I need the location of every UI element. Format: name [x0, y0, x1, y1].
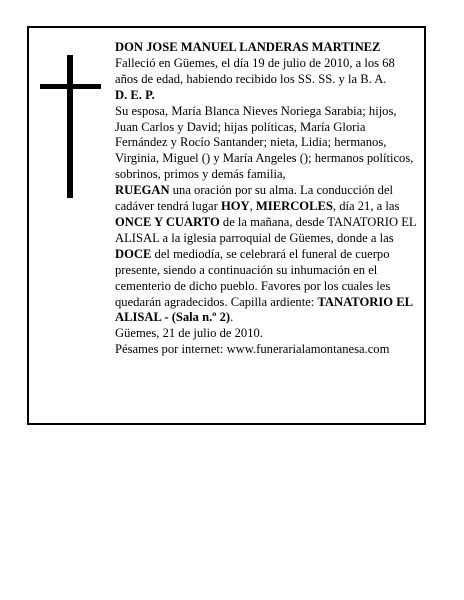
prayer-text: una oración por su alma. La conducción del cadáver tendrá lugar	[115, 183, 394, 214]
time-text: ONCE Y CUARTO	[115, 214, 220, 229]
date-text: , día 21, a las	[332, 199, 400, 214]
period-text: .	[230, 310, 234, 325]
hoy-text: HOY	[220, 199, 250, 214]
service-paragraph	[115, 183, 419, 326]
comma-text: ,	[249, 199, 256, 214]
morning-text: de la mañana, desde TANATORIO EL ALISAL a la iglesia parroquial de Güemes, donde a las	[115, 214, 417, 245]
place-date: Güemes, 21 de julio de 2010.	[115, 326, 263, 341]
doce-text: DOCE	[115, 246, 152, 261]
funeral-text: del mediodía, se celebrará el funeral de cuerpo presente, siendo a continuación su inhumación en el cementerio de dicho pueblo. Favores por los cuales les quedarán agradecidos. Capilla ardiente:	[115, 246, 391, 309]
deceased-name: DON JOSE MANUEL LANDERAS MARTINEZ	[115, 40, 381, 54]
obituary-notice	[27, 26, 426, 425]
cross-icon	[67, 55, 73, 198]
chapel-text: TANATORIO EL ALISAL - (Sala n.º 2)	[115, 294, 413, 325]
death-announcement: Falleció en Güemes, el día 19 de julio de 2010, a los 68 años de edad, habiendo recibido los SS. SS. y la B. A.	[115, 55, 395, 86]
obituary-text	[115, 40, 419, 358]
family-paragraph	[115, 104, 419, 184]
family-text: Su esposa, María Blanca Nieves Noriega Sarabia; hijos, Juan Carlos y David; hijas políticas, María Gloria Fernández y Rocío Santander; nieta, Lidia; hermanos, Virginia, Miguel () y María Angeles (); hermanos políticos, sobrinos, primos y demás familia,	[115, 103, 414, 182]
cross-icon-crossbar	[40, 84, 101, 89]
dep-heading: D. E. P.	[115, 87, 155, 102]
condolences-line: Pésames por internet: www.funerarialamontanesa.com	[115, 342, 390, 357]
weekday-text: MIERCOLES	[255, 199, 333, 214]
ruegan-text: RUEGAN	[115, 183, 170, 198]
